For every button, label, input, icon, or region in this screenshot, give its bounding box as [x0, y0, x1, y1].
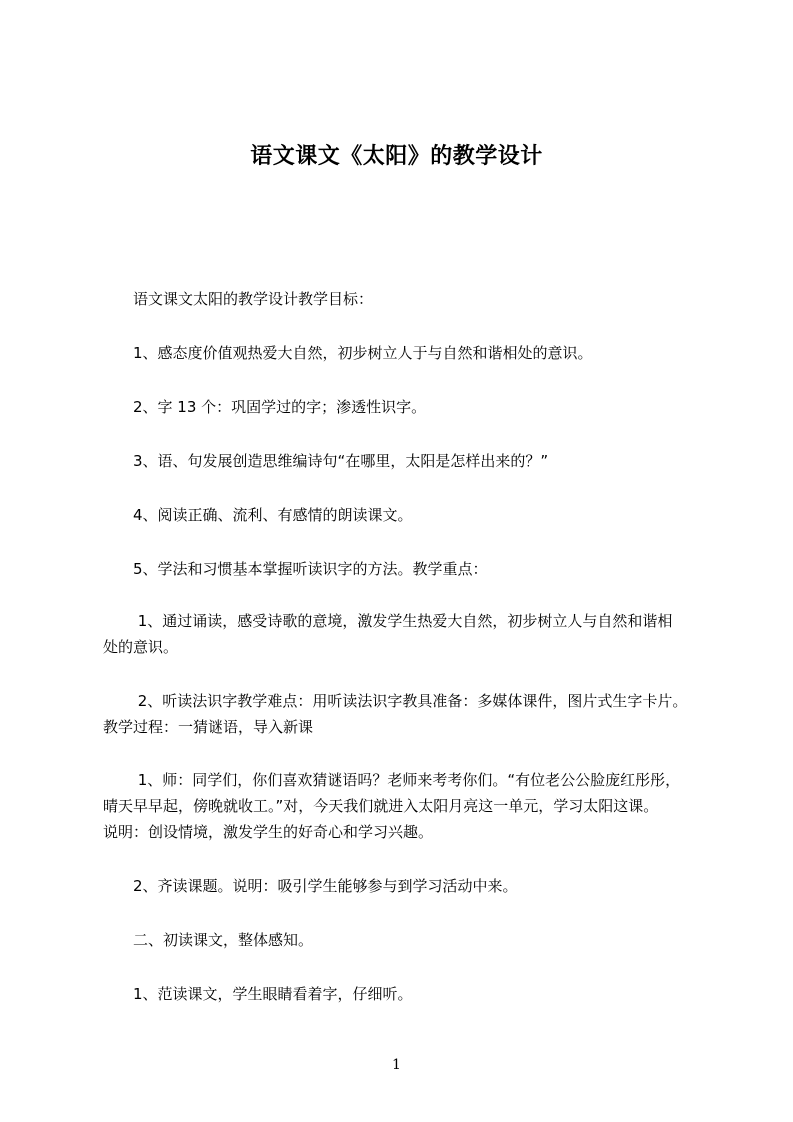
paragraph-line: 教学过程：一猜谜语，导入新课: [103, 718, 314, 736]
paragraph-line: 二、初读课文，整体感知。: [103, 931, 314, 949]
paragraph-line: 1、感态度价值观热爱大自然，初步树立人于与自然和谐相处的意识。: [103, 344, 593, 362]
paragraph-line: 2、字 13 个：巩固学过的字；渗透性识字。: [103, 398, 427, 416]
paragraph-focus-1: [103, 608, 723, 660]
paragraph-objective-5: [103, 556, 723, 582]
paragraph-line: 5、学法和习惯基本掌握听读识字的方法。教学重点：: [103, 560, 488, 578]
paragraph-focus-2: [103, 688, 723, 740]
paragraph-line: 3、语、句发展创造思维编诗句“在哪里，太阳是怎样出来的？”: [103, 452, 549, 470]
paragraph-line: 1、范读课文，学生眼睛看着字，仔细听。: [103, 985, 413, 1003]
document-title: 语文课文《太阳》的教学设计: [250, 144, 543, 169]
paragraph-line: 晴天早早起，傍晚就收工。”对，今天我们就进入太阳月亮这一单元，学习太阳这课。: [103, 797, 659, 815]
paragraph-line: 2、听读法识字教学难点：用听读法识字教具准备：多媒体课件，图片式生字卡片。: [103, 692, 688, 710]
paragraph-line: 4、阅读正确、流利、有感情的朗读课文。: [103, 506, 413, 524]
paragraph-line: 说明：创设情境，激发学生的好奇心和学习兴趣。: [103, 823, 434, 841]
paragraph-line: 语文课文太阳的教学设计教学目标：: [103, 290, 374, 308]
paragraph-objectives-intro: [103, 286, 723, 312]
paragraph-section-2: [103, 927, 723, 953]
paragraph-objective-1: [103, 340, 723, 366]
paragraph-line: 处的意识。: [103, 638, 179, 656]
page-number: 1: [392, 1057, 401, 1073]
paragraph-line: 1、师：同学们，你们喜欢猜谜语吗？老师来考考你们。“有位老公公脸庞红彤彤，: [103, 771, 681, 789]
paragraph-objective-2: [103, 394, 723, 420]
paragraph-riddle: [103, 767, 723, 845]
paragraph-objective-4: [103, 502, 723, 528]
paragraph-objective-3: [103, 448, 723, 474]
paragraph-read-title: [103, 873, 723, 899]
paragraph-model-reading: [103, 981, 723, 1007]
paragraph-line: 2、齐读课题。说明：吸引学生能够参与到学习活动中来。: [103, 877, 518, 895]
paragraph-line: 1、通过诵读，感受诗歌的意境，激发学生热爱大自然，初步树立人与自然和谐相: [103, 612, 673, 630]
